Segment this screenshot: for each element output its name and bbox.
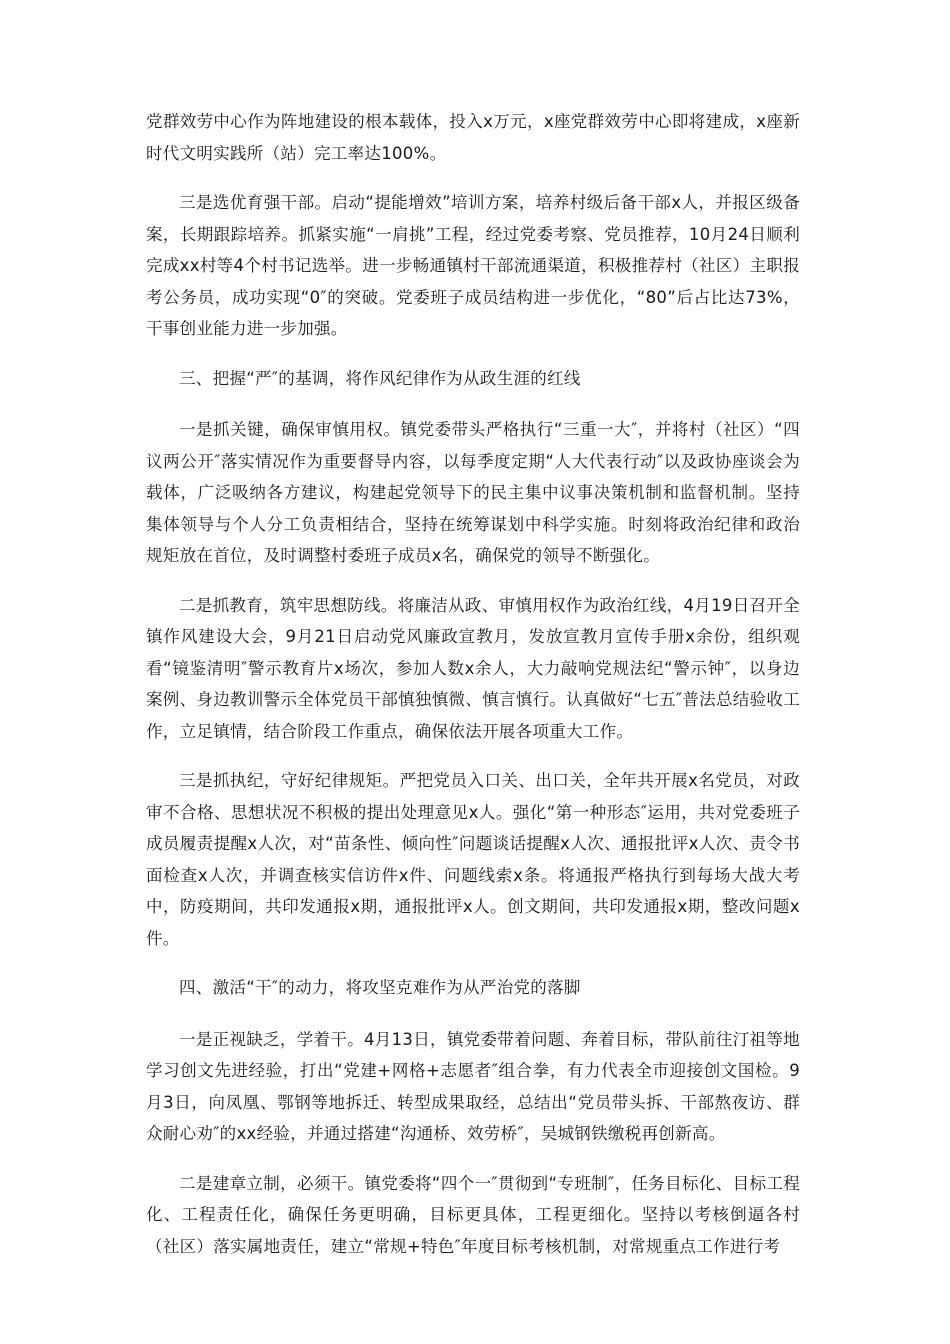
paragraph-party-service-center: 党群效劳中心作为阵地建设的根本载体，投入x万元，x座党群效劳中心即将建成，x座新时代文明实践所（站）完工率达100%。 — [146, 112, 800, 163]
paragraph-select-cadres: 三是选优育强干部。启动“提能增效”培训方案，培养村级后备干部x人，并报区级备案，长期跟踪培养。抓紧实施“一肩挑”工程，经过党委考察、党员推荐，10月24日顺利完成xx村等4个村书记选举。进一步畅通镇村干部流通渠道，积极推荐村（社区）主职报考公务员，成功实现“0″的突破。党委班子成员结构进一步优化，“80”后占比达73%，干事创业能力进一步加强。 — [146, 193, 800, 338]
paragraph-build-rules: 二是建章立制，必须干。镇党委将“四个一″贯彻到“专班制″，任务目标化、目标工程化、工程责任化，确保任务更明确，目标更具体，工程更细化。坚持以考核倒逼各村（社区）落实属地责任，建立“常规+特色″年度目标考核机制，对常规重点工作进行考 — [146, 1173, 800, 1256]
paragraph-grasp-discipline: 三是抓执纪，守好纪律规矩。严把党员入口关、出口关，全年共开展x名党员，对政审不合格、思想状况不积极的提出处理意见x人。强化“第一种形态″运用，共对党委班子成员履责提醒x人次，对“苗条性、倾向性″问题谈话提醒x人次、通报批评x人次、责令书面检查x人次，并调查核实信访件x件、问题线索x条。将通报严格执行到每场大战大考中，防疫期间，共印发通报x期，通报批评x人。创文期间，共印发通报x期，整改问题x件。 — [146, 771, 800, 948]
paragraph-learn-by-doing: 一是正视缺乏，学着干。4月13日，镇党委带着问题、奔着目标，带队前往汀祖等地学习创文先进经验，打出“党建+网格+志愿者″组合拳，有力代表全市迎接创文国检。9月3日，向凤凰、鄂钢等地拆迁、转型成果取经，总结出“党员带头拆、干部熬夜访、群众耐心劝″的xx经验，并通过搭建“沟通桥、效劳桥″，吴城钢铁缴税再创新高。 — [146, 1029, 800, 1143]
section-heading-action: 四、激活“干″的动力，将攻坚克难作为从严治党的落脚 — [179, 978, 581, 997]
paragraph-grasp-education: 二是抓教育，筑牢思想防线。将廉洁从政、审慎用权作为政治红线，4月19日召开全镇作风建设大会，9月21日启动党风廉政宣教月，发放宣教月宣传手册x余份，组织观看“镜鉴清明″警示教育片x场次，参加人数x余人，大力敲响党规法纪“警示钟″，以身边案例、身边教训警示全体党员干部慎独慎微、慎言慎行。认真做好“七五″普法总结验收工作，立足镇情，结合阶段工作重点，确保依法开展各项重大工作。 — [146, 595, 800, 741]
paragraph-grasp-key: 一是抓关键，确保审慎用权。镇党委带头严格执行“三重一大″，并将村（社区）“四议两公开″落实情况作为重要督导内容，以每季度定期“人大代表行动″以及政协座谈会为载体，广泛吸纳各方建议，构建起党领导下的民主集中议事决策机制和监督机制。坚持集体领导与个人分工负责相结合，坚持在统筹谋划中科学实施。时刻将政治纪律和政治规矩放在首位，及时调整村委班子成员x名，确保党的领导不断强化。 — [146, 420, 800, 565]
section-heading-strict: 三、把握“严″的基调，将作风纪律作为从政生涯的红线 — [179, 368, 581, 388]
